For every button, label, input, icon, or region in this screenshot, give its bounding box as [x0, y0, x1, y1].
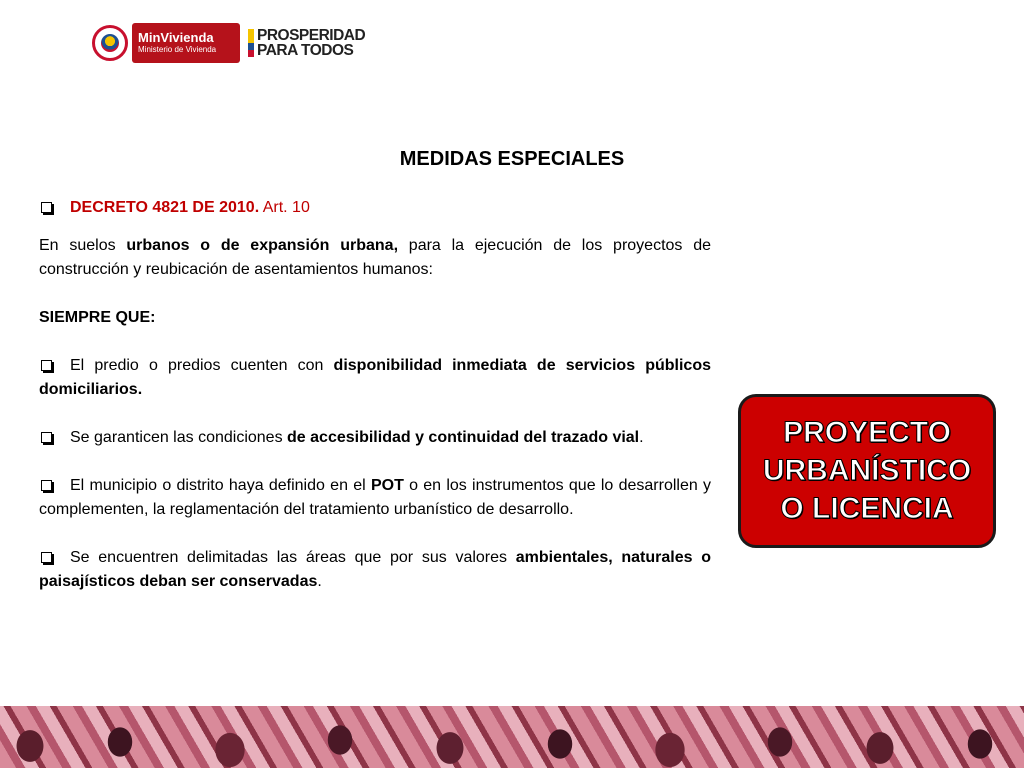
- list-item: [39, 354, 711, 402]
- item-text-end: o en los instrumentos que lo desarrollen y complementen, la reglamentación del tratamiento urbanístico de desarrollo.: [39, 477, 712, 518]
- checkbox-bullet-icon: [41, 480, 52, 491]
- intro-paragraph: [39, 234, 711, 282]
- flag-stripes-icon: [248, 29, 254, 57]
- item-text-end: .: [317, 573, 322, 590]
- list-item: [39, 546, 711, 594]
- condition-heading-text: SIEMPRE QUE:: [39, 309, 156, 326]
- header-logos: [92, 22, 365, 64]
- callout-line1: PROYECTO: [783, 416, 951, 449]
- prosperidad-line1: PROSPERIDAD: [257, 27, 366, 44]
- item-text: Se encuentren delimitadas las áreas que por sus valores: [70, 549, 516, 566]
- list-item: [39, 474, 711, 522]
- prosperidad-logo: [257, 28, 365, 58]
- item-text: Se garanticen las condiciones: [70, 429, 288, 446]
- item-text: El predio o predios cuenten con: [70, 357, 334, 374]
- callout-text: [763, 414, 971, 528]
- decree-ref: DECRETO 4821 DE 2010.: [70, 199, 260, 216]
- item-bold: de accesibilidad y continuidad del trazado vial: [287, 429, 640, 446]
- article-ref: Art. 10: [262, 199, 310, 216]
- intro-text-a: En suelos: [39, 237, 127, 254]
- item-text-end: .: [639, 429, 644, 446]
- item-bold: POT: [370, 477, 404, 494]
- callout-box: [738, 394, 996, 548]
- checkbox-bullet-icon: [41, 202, 52, 213]
- prosperidad-line2: PARA TODOS: [257, 42, 354, 59]
- item-text: El municipio o distrito haya definido en el: [70, 477, 371, 494]
- list-item: [39, 426, 711, 450]
- minvivienda-name: MinVivienda: [138, 30, 214, 45]
- checkbox-bullet-icon: [41, 360, 52, 371]
- checkbox-bullet-icon: [41, 432, 52, 443]
- item-bold: disponibilidad inmediata de servicios públicos domiciliarios.: [39, 357, 711, 398]
- intro-text-bold: urbanos o de expansión urbana,: [126, 237, 399, 254]
- callout-line2: URBANÍSTICO: [762, 454, 972, 487]
- item-bold: ambientales, naturales o paisajísticos deban ser conservadas: [39, 549, 711, 590]
- slide-content: [39, 196, 711, 594]
- condition-heading: [39, 306, 711, 330]
- decree-line: [39, 196, 711, 220]
- minvivienda-subtitle: Ministerio de Vivienda: [138, 45, 217, 54]
- minvivienda-logo: [132, 23, 240, 63]
- callout-line3: O LICENCIA: [780, 492, 954, 525]
- slide-title: MEDIDAS ESPECIALES: [399, 148, 625, 170]
- crowd-photo-banner: [0, 706, 1024, 768]
- colombia-seal-icon: [92, 25, 128, 61]
- intro-text-c: para la ejecución de los proyectos de construcción y reubicación de asentamientos humanos:: [39, 237, 711, 278]
- checkbox-bullet-icon: [41, 552, 52, 563]
